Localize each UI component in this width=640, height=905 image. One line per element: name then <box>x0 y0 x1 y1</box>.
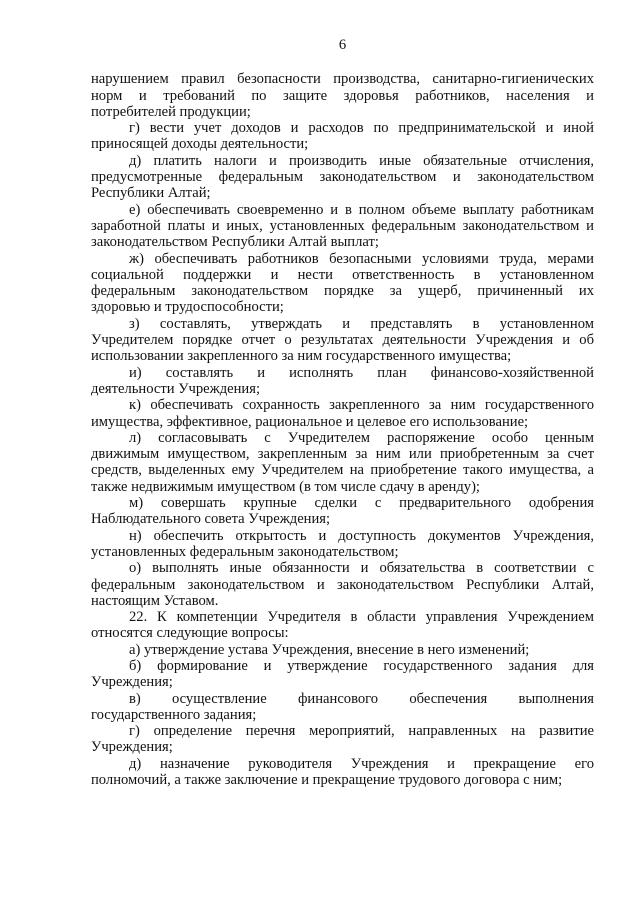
paragraph <box>91 365 594 398</box>
paragraph <box>91 528 594 561</box>
text-line: нарушением правил безопасности производства, санитарно-гигиенических <box>91 71 594 88</box>
text-line: здоровью и трудоспособности; <box>91 299 284 316</box>
text-line: федеральным законодательством порядке за ущерб, причиненный их <box>91 283 594 300</box>
text-line: средств, выделенных ему Учредителем на приобретение такого имущества, а <box>91 462 594 479</box>
paragraph <box>91 723 594 756</box>
text-line: е) обеспечивать своевременно и в полном объеме выплату работникам <box>129 201 594 218</box>
paragraph <box>91 153 594 202</box>
document-body <box>91 71 594 788</box>
text-line: полномочий, а также заключение и прекращение трудового договора с ним; <box>91 772 563 789</box>
text-line: использовании закрепленного за ним государственного имущества; <box>91 348 512 365</box>
paragraph <box>91 430 594 495</box>
document-page <box>91 37 594 788</box>
text-line: также недвижимым имуществом (в том числе сдачу в аренду); <box>91 478 480 495</box>
text-line: норм и требований по защите здоровья работников, населения и <box>91 87 594 104</box>
text-line: предусмотренные федеральным законодательством и законодательством <box>91 169 594 186</box>
paragraph <box>91 316 594 365</box>
text-line: заработной платы и иных, установленных федеральным законодательством и <box>91 217 594 234</box>
text-line: Учредителем порядке отчет о результатах деятельности Учреждения и об <box>91 332 594 349</box>
paragraph <box>91 71 594 120</box>
text-line: Республики Алтай; <box>91 185 211 202</box>
text-line: Наблюдательного совета Учреждения; <box>91 511 331 528</box>
text-line: законодательством Республики Алтай выплат; <box>91 234 379 251</box>
text-line: и) составлять и исполнять план финансово-хозяйственной <box>129 364 594 381</box>
text-line: з) составлять, утверждать и представлять в установленном <box>129 315 594 332</box>
text-line: деятельности Учреждения; <box>91 380 261 397</box>
paragraph <box>91 756 594 789</box>
text-line: г) определение перечня мероприятий, направленных на развитие <box>129 723 594 740</box>
text-line: в) осуществление финансового обеспечения выполнения <box>129 690 594 707</box>
paragraph <box>91 495 594 528</box>
text-line: государственного задания; <box>91 706 257 723</box>
text-line: г) вести учет доходов и расходов по предпринимательской и иной <box>129 120 594 137</box>
text-line: приносящей доходы деятельности; <box>91 136 309 153</box>
paragraph <box>91 691 594 724</box>
text-line: движимым имуществом, закрепленным за ним или приобретенным за счет <box>91 446 594 463</box>
text-line: а) утверждение устава Учреждения, внесение в него изменений; <box>129 641 530 658</box>
text-line: к) обеспечивать сохранность закрепленного за ним государственного <box>129 397 594 414</box>
page-number: 6 <box>338 37 347 53</box>
text-line: ж) обеспечивать работников безопасными условиями труда, мерами <box>129 250 594 267</box>
text-line: м) совершать крупные сделки с предварительного одобрения <box>129 495 594 512</box>
text-line: социальной поддержки и нести ответственность в установленном <box>91 266 594 283</box>
text-line: имущества, эффективное, рациональное и целевое его использование; <box>91 413 529 430</box>
text-line: 22. К компетенции Учредителя в области управления Учреждением <box>129 609 594 626</box>
paragraph <box>91 560 594 609</box>
text-line: потребителей продукции; <box>91 103 251 120</box>
paragraph <box>91 609 594 642</box>
text-line: л) согласовывать с Учредителем распоряжение особо ценным <box>129 429 594 446</box>
text-line: Учреждения; <box>91 739 173 756</box>
paragraph <box>91 251 594 316</box>
text-line: федеральным законодательством и законодательством Республики Алтай, <box>91 576 594 593</box>
text-line: б) формирование и утверждение государственного задания для <box>129 657 594 674</box>
text-line: н) обеспечить открытость и доступность документов Учреждения, <box>129 527 594 544</box>
paragraph <box>91 120 594 153</box>
text-line: установленных федеральным законодательством; <box>91 543 399 560</box>
paragraph <box>91 658 594 691</box>
paragraph <box>91 202 594 251</box>
text-line: относятся следующие вопросы: <box>91 625 289 642</box>
text-line: Учреждения; <box>91 674 173 691</box>
paragraph <box>91 642 594 658</box>
paragraph <box>91 397 594 430</box>
text-line: д) платить налоги и производить иные обязательные отчисления, <box>129 152 594 169</box>
text-line: о) выполнять иные обязанности и обязательства в соответствии с <box>129 560 594 577</box>
text-line: настоящим Уставом. <box>91 592 219 609</box>
text-line: д) назначение руководителя Учреждения и прекращение его <box>129 755 594 772</box>
